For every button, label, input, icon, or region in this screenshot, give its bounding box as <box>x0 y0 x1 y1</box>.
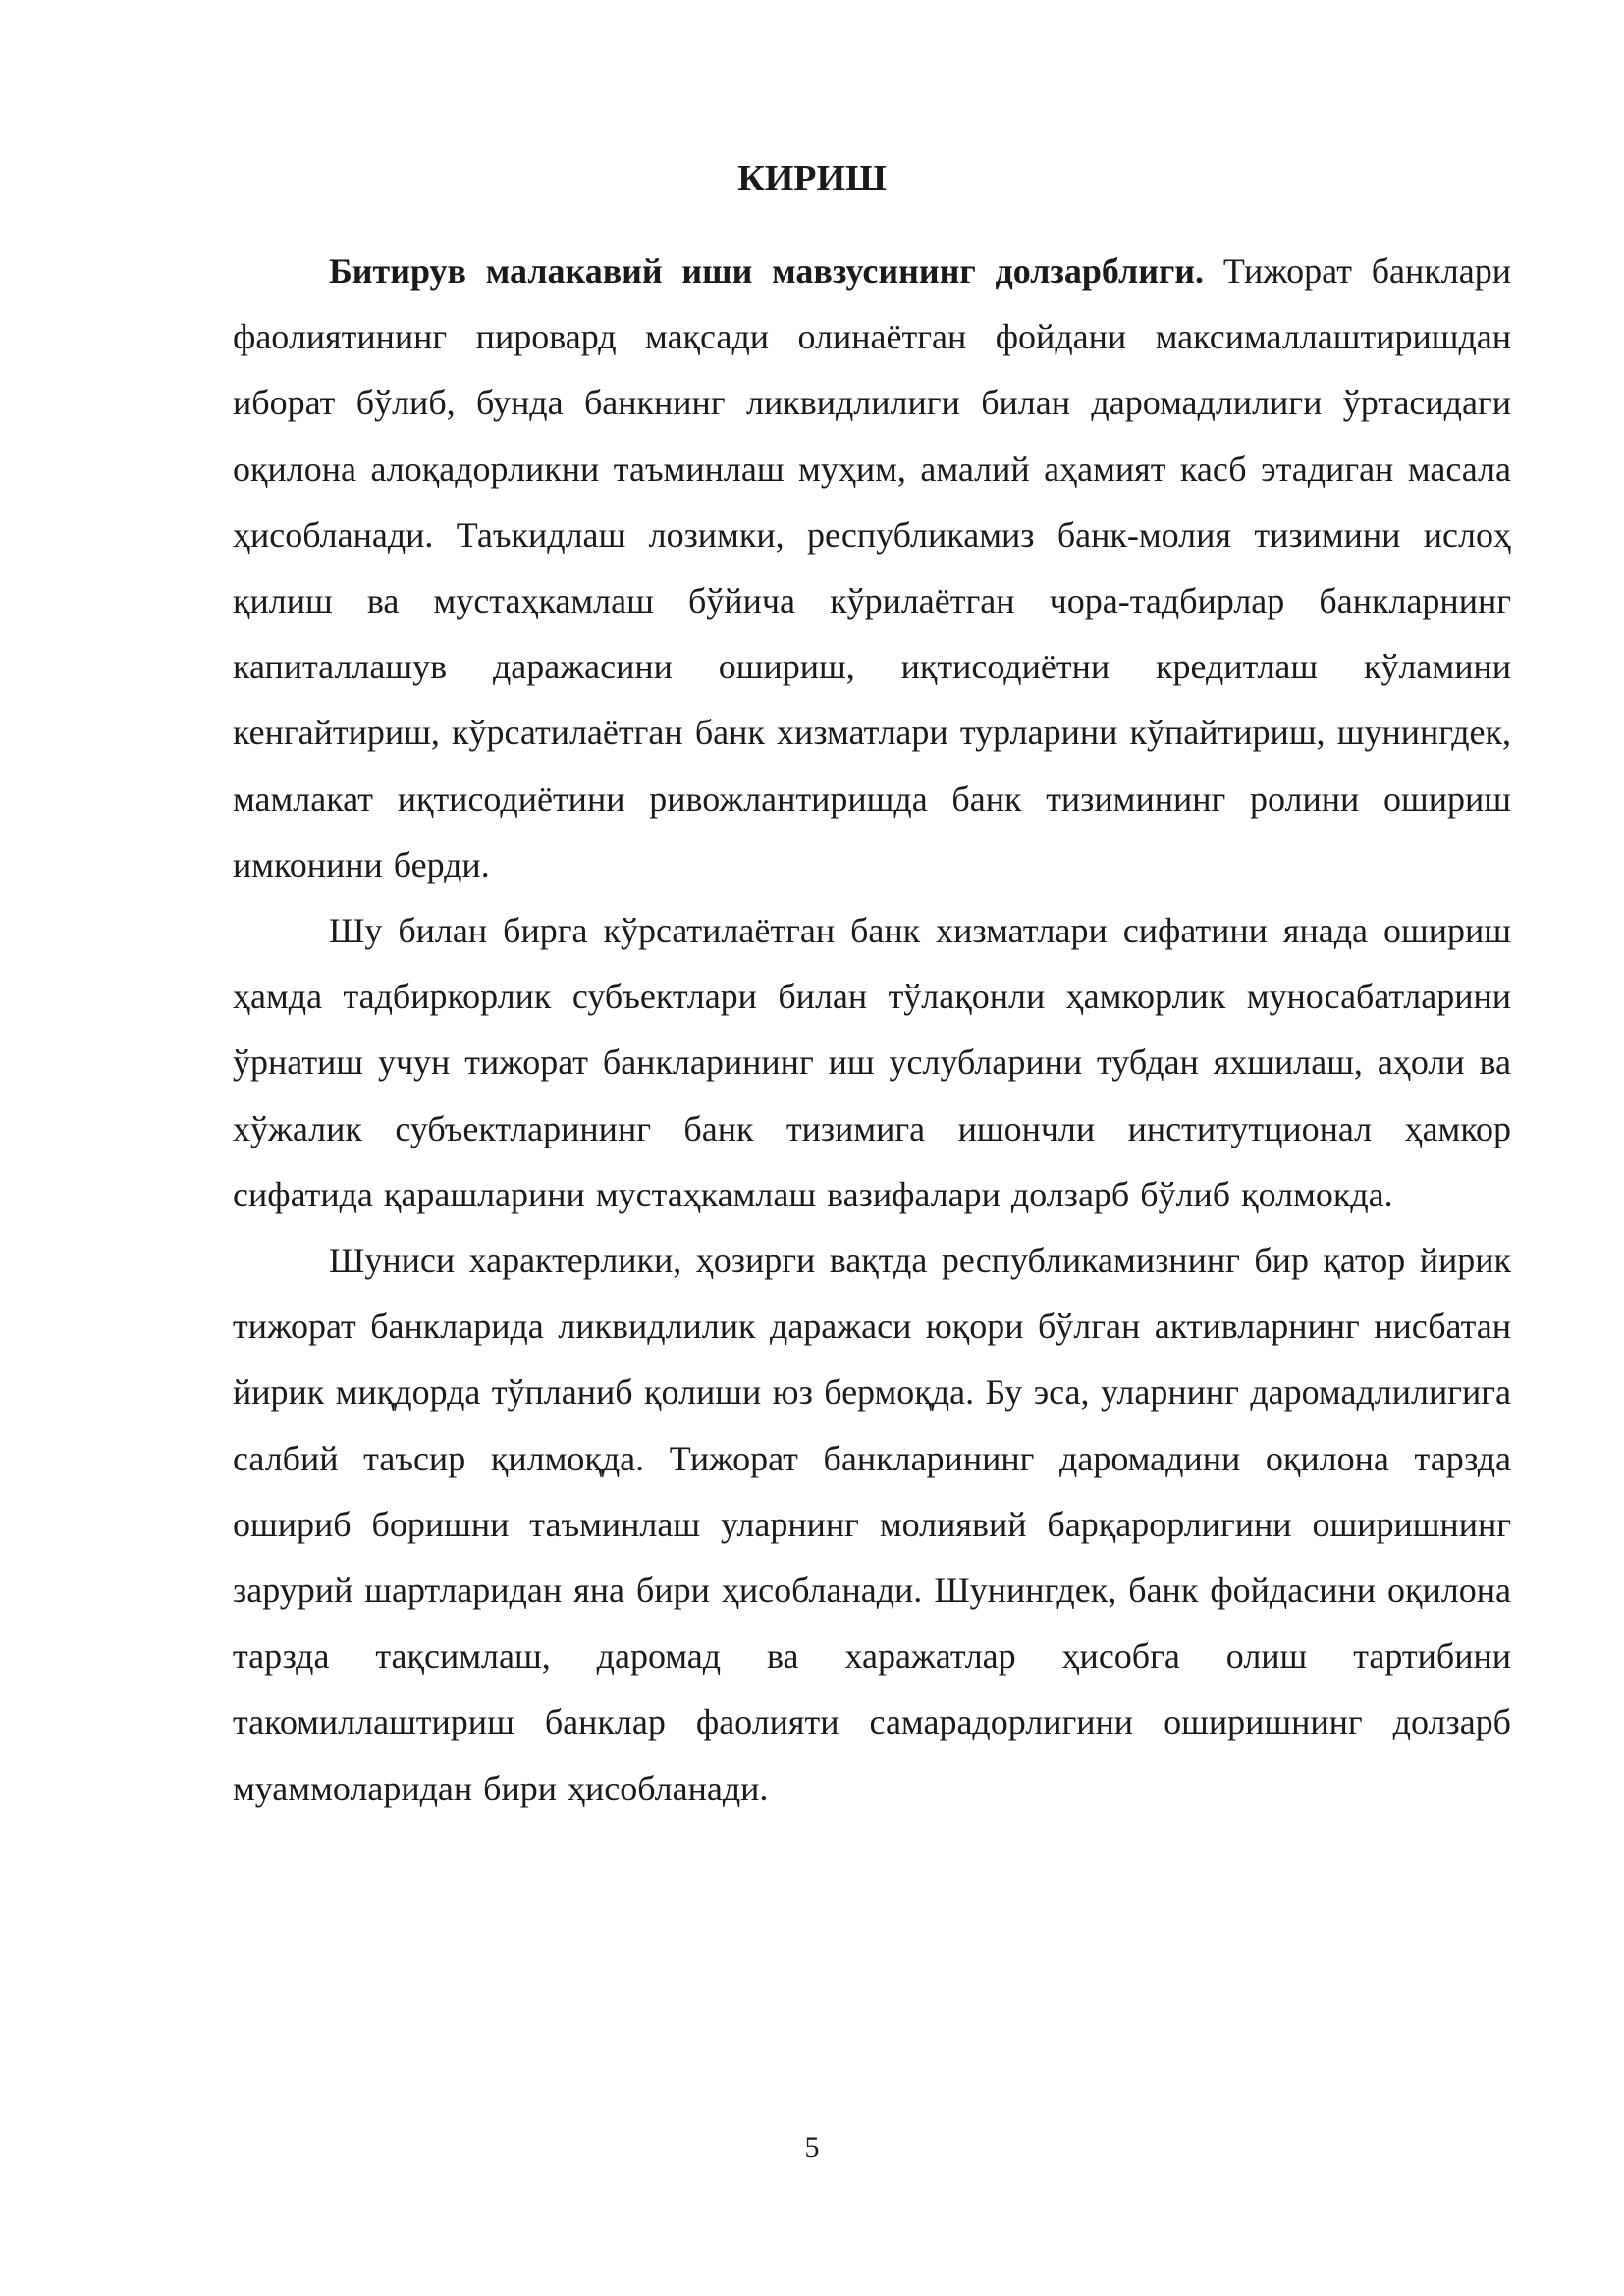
paragraph-2-text: Шу билан бирга кўрсатилаётган банк хизматлари сифатини янада ошириш ҳамда тадбиркорлик субъектлари билан тўлақонли ҳамкорлик муносабатларини ўрнатиш учун тижорат банкларининг иш услубларини тубдан яхшилаш, аҳоли ва хўжалик субъектларининг банк тизимига ишончли институтционал ҳамкор сифатида қарашларини мустаҳкамлаш вазифалари долзарб бўлиб қолмокда. <box>233 911 1511 1214</box>
paragraph-1 <box>233 239 1511 898</box>
body-text <box>233 239 1511 1822</box>
paragraph-1-text: Тижорат банклари фаолиятининг пировард мақсади олинаётган фойдани максималлаштиришдан иборат бўлиб, бунда банкнинг ликвидлилиги билан даромадлилиги ўртасидаги оқилона алоқадорликни таъминлаш муҳим, амалий аҳамият касб этадиган масала ҳисобланади. Таъкидлаш лозимки, республикамиз банк-молия тизимини ислоҳ қилиш ва мустаҳкамлаш бўйича кўрилаётган чора-тадбирлар банкларнинг капиталлашув даражасини ошириш, иқтисодиётни кредитлаш кўламини кенгайтириш, кўрсатилаётган банк хизматлари турларини кўпайтириш, шунингдек, мамлакат иқтисодиётини ривожлантиришда банк тизимининг ролини ошириш имконини берди. <box>233 251 1512 884</box>
paragraph-3-text: Шуниси характерлики, ҳозирги вақтда республикамизнинг бир қатор йирик тижорат банкларида ликвидлилик даражаси юқори бўлган активларнинг нисбатан йирик миқдорда тўпланиб қолиши юз бермоқда. Бу эса, уларнинг даромадлилигига салбий таъсир қилмоқда. Тижорат банкларининг даромадини оқилона тарзда ошириб боришни таъминлаш уларнинг молиявий барқарорлигини оширишнинг зарурий шартларидан яна бири ҳисобланади. Шунингдек, банк фойдасини оқилона тарзда тақсимлаш, даромад ва харажатлар ҳисобга олиш тартибини такомиллаштириш банклар фаолияти самарадорлигини оширишнинг долзарб муаммоларидан бири ҳисобланади. <box>233 1241 1511 1808</box>
paragraph-3 <box>233 1228 1511 1822</box>
paragraph-1-lead: Битирув малакавий иши мавзусининг долзарблиги. <box>329 251 1205 291</box>
paragraph-2 <box>233 898 1511 1228</box>
page-title: КИРИШ <box>737 158 887 199</box>
page-number: 5 <box>804 2131 820 2163</box>
